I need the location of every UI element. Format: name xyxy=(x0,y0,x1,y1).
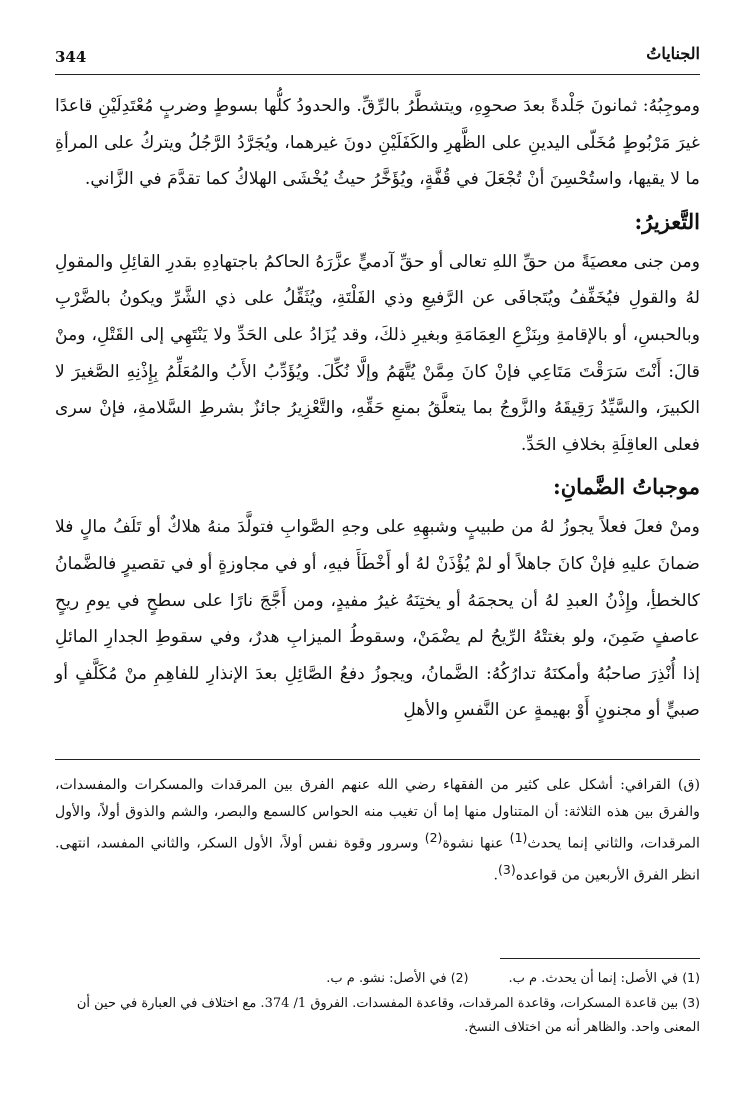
footnote-3 xyxy=(55,991,700,1040)
paragraph-tazir: ومن جنى معصيَةً من حقِّ اللهِ تعالى أو حقِّ آدميٍّ عزَّرَهُ الحاكمُ باجتهادِهِ بقدرِ القائِلِ والمقولِ لهُ والقولِ فيُخَفِّفُ ويُتَجافَى عن الرَّفيعِ وذي الفَلْتَةِ، ويُثَقِّلُ على ذي الشَّرِّ ويكونُ بالضَّرْبِ وبالحبسِ، أو بالإقامةِ وبِنَزْعِ العِمَامَةِ وبغيرِ ذلكَ، وقد يُزَادُ على الحَدِّ ولا يَنْتَهِي إلى القَتْلِ، ومنْ قالَ: أَنْتَ سَرَقْتَ مَتَاعِي فإنْ كانَ مِمَّنْ يُتَّهَمُ وإلَّا نُكِّلَ. ويُؤَدِّبُ الأَبُ والمُعَلِّمُ بِإِذْنِهِ الصَّغيرَ لا الكبيرَ، والسَّيِّدُ رَقِيقَهُ والزَّوجُ بما يتعلَّقُ بمنعِ حَقِّهِ، والتَّعْزِيرُ جائزٌ بشرطِ السَّلامةِ، فإنْ سرى فعلى العاقِلَةِ بخلافِ الحَدِّ. xyxy=(55,251,700,455)
footnote-3-text: بين قاعدة المسكرات، وقاعدة المرقدات، وقاعدة المفسدات. الفروق 1/ 374. مع اختلاف في العبارة في حين أن المعنى واحد. والظاهر أنه من اختلاف النسخ. xyxy=(76,996,700,1035)
footnote-3-number: (3) xyxy=(682,995,700,1010)
commentary-text-2: عنها نشوة xyxy=(442,835,510,852)
heading-daman: موجباتُ الضَّمانِ: xyxy=(552,474,700,500)
paragraph-hudud: وموجِبُهُ: ثمانونَ جَلْدةً بعدَ صحوِهِ، ويتشطَّرُ بالرِّقِّ. والحدودُ كلُّها بسوطٍ وضربٍ مُعْتَدِلَيْنِ قاعدًا غيرَ مَرْبُوطٍ مُخَلّى اليدينِ على الظَّهرِ والكَفَلَيْنِ دونَ غيرهما، ويُجَرَّدُ الرَّجُلُ ويتركُ على المرأةِ ما لا يقيها، واستُحْسِنَ أنْ تُجْعَلَ في قُفَّةٍ، ويُؤَخَّرُ حيثُ يُخْشَى الهلاكُ كما تقدَّمَ في الزَّاني. xyxy=(55,96,700,190)
footnotes xyxy=(55,966,700,1040)
footnote-2-number: (2) xyxy=(450,970,469,985)
main-text xyxy=(55,88,700,729)
paragraph-daman: ومنْ فعلَ فعلاً يجوزُ لهُ من طبيبٍ وشبهِهِ على وجهِ الصَّوابِ فتولَّدَ منهُ هلاكٌ أو تَلَفُ مالٍ فلا ضمانَ عليهِ فإنْ كانَ جاهلاً أو لمْ يُؤْذَنْ لهُ أو أَخْطَأَ فيهِ، أو في مجاوزةٍ أو في تقصيرٍ فالضَّمانُ كالخطأِ، وإِذْنُ العبدِ لهُ أن يحجمَهُ أو يختِنَهُ غيرُ مفيدٍ، ومن أَجَّجَ نارًا على سطحٍ في يومِ ريحٍ عاصفٍ ضَمِنَ، ولو بغتتْهُ الرِّيحُ لم يضْمَنْ، وسقوطُ الميزابِ هدرٌ، وفي سقوطِ الجدارِ المائلِ إذا أُنْذِرَ صاحبُهُ وأمكنَهُ تدارُكُهُ: الضَّمانُ، ويجوزُ دفعُ الصَّائِلِ بعدَ الإنذارِ للفاهِمِ منْ مُكَلَّفٍ أو صبيٍّ أو مجنونٍ أَوْ بهيمةٍ عن النَّفسِ والأهلِ xyxy=(55,517,700,721)
commentary-divider xyxy=(55,759,700,760)
footnote-row-1 xyxy=(55,966,700,991)
footnote-ref-2: (2) xyxy=(424,830,443,845)
commentary-text-4: . xyxy=(493,867,499,884)
commentary-text-1: (ق) القرافي: أشكل على كثير من الفقهاء رضي الله عنهم الفرق بين المرقدات والمسكرات والمفسدات، والفرق بين هذه الثلاثة: أن المتناول منها إما أن تغيب منه الحواس كالسمع والبصر، والشم والذوق أولاً، والأول المرقدات، والثاني إنما يحدث xyxy=(55,777,701,852)
footnote-1 xyxy=(509,966,701,991)
page-number: 344 xyxy=(55,48,87,66)
footnote-divider xyxy=(500,958,700,959)
footnote-2 xyxy=(326,966,468,991)
footnote-2-text: في الأصل: نشو. م ب. xyxy=(326,971,447,986)
page-header xyxy=(55,44,700,75)
commentary-text-3: وسرور وقوة نفس أولاً، الأول السكر، والثاني المفسد، انتهى. انظر الفرق الأربعين من قواعده xyxy=(55,835,700,884)
running-title: الجناياتُ xyxy=(646,44,700,63)
footnote-1-text: في الأصل: إنما أن يحدث. م ب. xyxy=(508,971,679,986)
commentary-paragraph xyxy=(55,772,700,889)
footnote-ref-3: (3) xyxy=(498,862,516,878)
footnote-1-number: (1) xyxy=(682,970,700,985)
commentary-block xyxy=(55,772,700,889)
footnote-ref-1: (1) xyxy=(509,830,528,845)
heading-tazir: التَّعزيرُ: xyxy=(634,208,700,234)
